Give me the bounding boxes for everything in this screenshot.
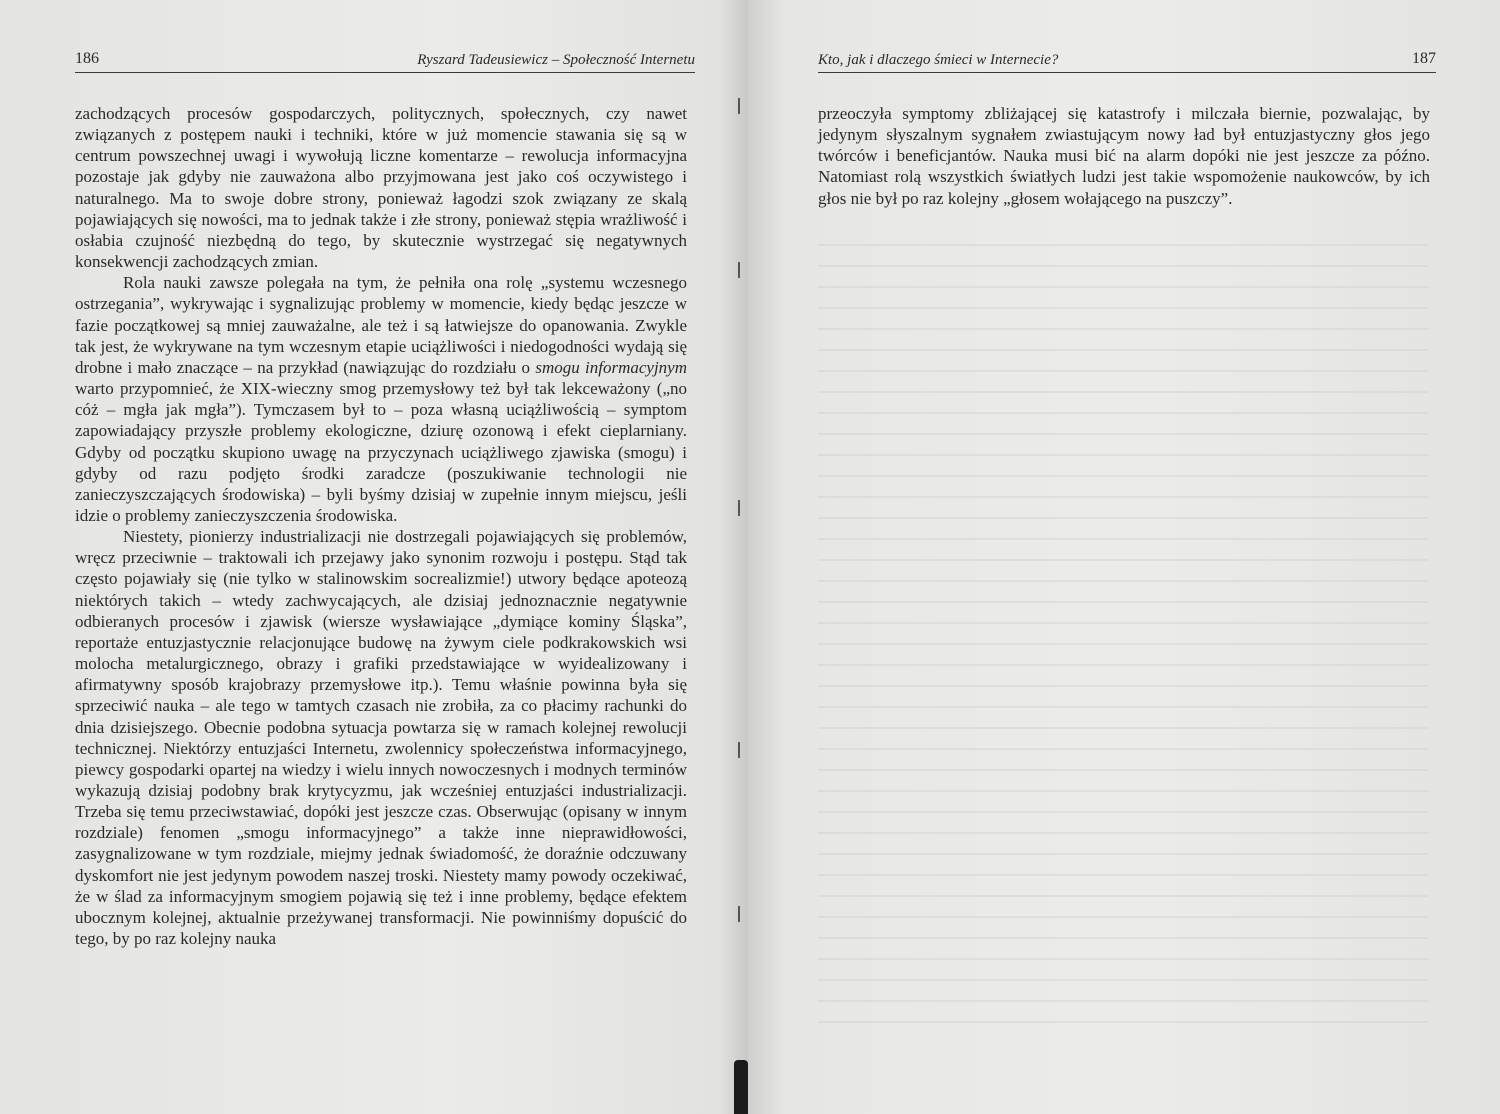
gutter-mark	[738, 262, 740, 278]
left-running-head: Ryszard Tadeusiewicz – Społeczność Internetu	[417, 52, 695, 68]
gutter-mark	[738, 742, 740, 758]
left-paragraph-2-italic: smogu informacyjnym	[535, 357, 687, 377]
left-page-number: 186	[75, 50, 99, 67]
gutter-mark	[738, 500, 740, 516]
left-paragraph-1: zachodzących procesów gospodarczych, politycznych, społecznych, czy nawet związanych z postępem nauki i techniki, które w już momencie stawania się są w centrum powszechnej uwagi i wywołują liczne komentarze – rewolucja informacyjna pozostaje jak gdyby nie zauważona albo przyjmowana jest jako coś oczywistego i naturalnego. Ma to swoje dobre strony, ponieważ łagodzi szok związany ze skalą pojawiających się nowości, ma to jednak także i złe strony, ponieważ stępia wrażliwość i osłabia czujność niezbędną do tego, by skutecznie wystrzegać się negatywnych konsekwencji zachodzących zmian.	[75, 104, 687, 272]
right-page	[748, 0, 1500, 1114]
left-paragraph-3: Niestety, pionierzy industrializacji nie dostrzegali pojawiających się problemów, wręcz przeciwnie – traktowali ich przejawy jako synonim rozwoju i postępu. Stąd tak często pojawiały się (nie tylko w stalinowskim socrealizmie!) utwory będące apoteozą niektórych takich – wtedy zachwycających, ale dzisiaj jednoznacznie negatywnie odbieranych procesów i zjawisk (wiersze wysławiające „dymiące kominy Śląska”, reportaże entuzjastycznie relacjonujące budowę na żywym ciele podkrakowskich wsi molocha metalurgicznego, obrazy i grafiki przedstawiające w wyidealizowany i afirmatywny sposób krajobrazy przemysłowe itp.). Temu właśnie powinna była się sprzeciwić nauka – ale tego w tamtych czasach nie zrobiła, za co płacimy rachunki do dnia dzisiejszego. Obecnie podobna sytuacja powtarza się w ramach kolejnej rewolucji technicznej. Niektórzy entuzjaści Internetu, zwolennicy społeczeństwa informacyjnego, piewcy gospodarki opartej na wiedzy i wielu innych nowoczesnych i modnych terminów wykazują dzisiaj podobny brak krytycyzmu, jak wcześniej entuzjaści industrializacji. Trzeba się temu przeciwstawiać, dopóki jest jeszcze czas. Obserwując (opisany w innym rozdziale) fenomen „smogu informacyjnego” a także inne nieprawidłowości, zasygnalizowane w tym rozdziale, miejmy jednak świadomość, że doraźnie odczuwany dyskomfort nie jest jedynym powodem naszej troski. Niestety mamy powody oczekiwać, że w ślad za informacyjnym smogiem pojawią się też i inne problemy, będące efektem ubocznym kolejnej, aktualnie przeżywanej transformacji. Nie powinniśmy dopuścić do tego, by po raz kolejny nauka	[75, 527, 687, 949]
left-paragraph-2	[75, 272, 687, 526]
bleed-through-texture	[818, 230, 1428, 1040]
right-page-body	[818, 103, 1430, 209]
right-page-number: 187	[1412, 50, 1436, 67]
left-paragraph-2-part-a: Rola nauki zawsze polegała na tym, że pełniła ona rolę „systemu wczesnego ostrzegania”, wykrywając i sygnalizując problemy w momencie, kiedy będąc jeszcze w fazie początkowej są mniej zauważalne, ale też i są łatwiejsze do opanowania. Zwykle tak jest, że wykrywane na tym wczesnym etapie uciążliwości i niedogodności wydają się drobne i mało znaczące – na przykład (nawiązując do rozdziału o	[75, 273, 687, 377]
right-header-rule	[818, 72, 1436, 73]
left-header-rule	[75, 72, 695, 73]
binding-gutter	[734, 1060, 748, 1114]
right-paragraph-1: przeoczyła symptomy zbliżającej się katastrofy i milczała biernie, pozwalając, by jedynym słyszalnym sygnałem zwiastującym nowy ład był entuzjastyczny głos jego twórców i beneficjantów. Nauka musi bić na alarm dopóki nie jest jeszcze za późno. Natomiast rolą wszystkich światłych ludzi jest takie wspomożenie naukowców, by ich głos nie był po raz kolejny „głosem wołającego na puszczy”.	[818, 104, 1430, 208]
right-page-header	[818, 50, 1436, 72]
left-page	[0, 0, 748, 1114]
right-running-head: Kto, jak i dlaczego śmieci w Internecie?	[818, 52, 1059, 68]
left-page-body	[75, 103, 687, 949]
left-page-header	[75, 50, 695, 72]
gutter-mark	[738, 906, 740, 922]
left-paragraph-2-part-b: warto przypomnieć, że XIX-wieczny smog przemysłowy też był tak lekceważony („no cóż – mgła jak mgła”). Tymczasem był to – poza własną uciążliwością – symptom zapowiadający przyszłe problemy ekologiczne, dziurę ozonową i efekt cieplarniany. Gdyby od początku skupiono uwagę na przyczynach uciążliwego zjawiska (smogu) i gdyby od razu podjęto środki zaradcze (poszukiwanie technologii nie zanieczyszczających środowiska) – byli byśmy dzisiaj w zupełnie innym miejscu, jeśli idzie o problemy zanieczyszczenia środowiska.	[75, 379, 687, 525]
gutter-mark	[738, 98, 740, 114]
